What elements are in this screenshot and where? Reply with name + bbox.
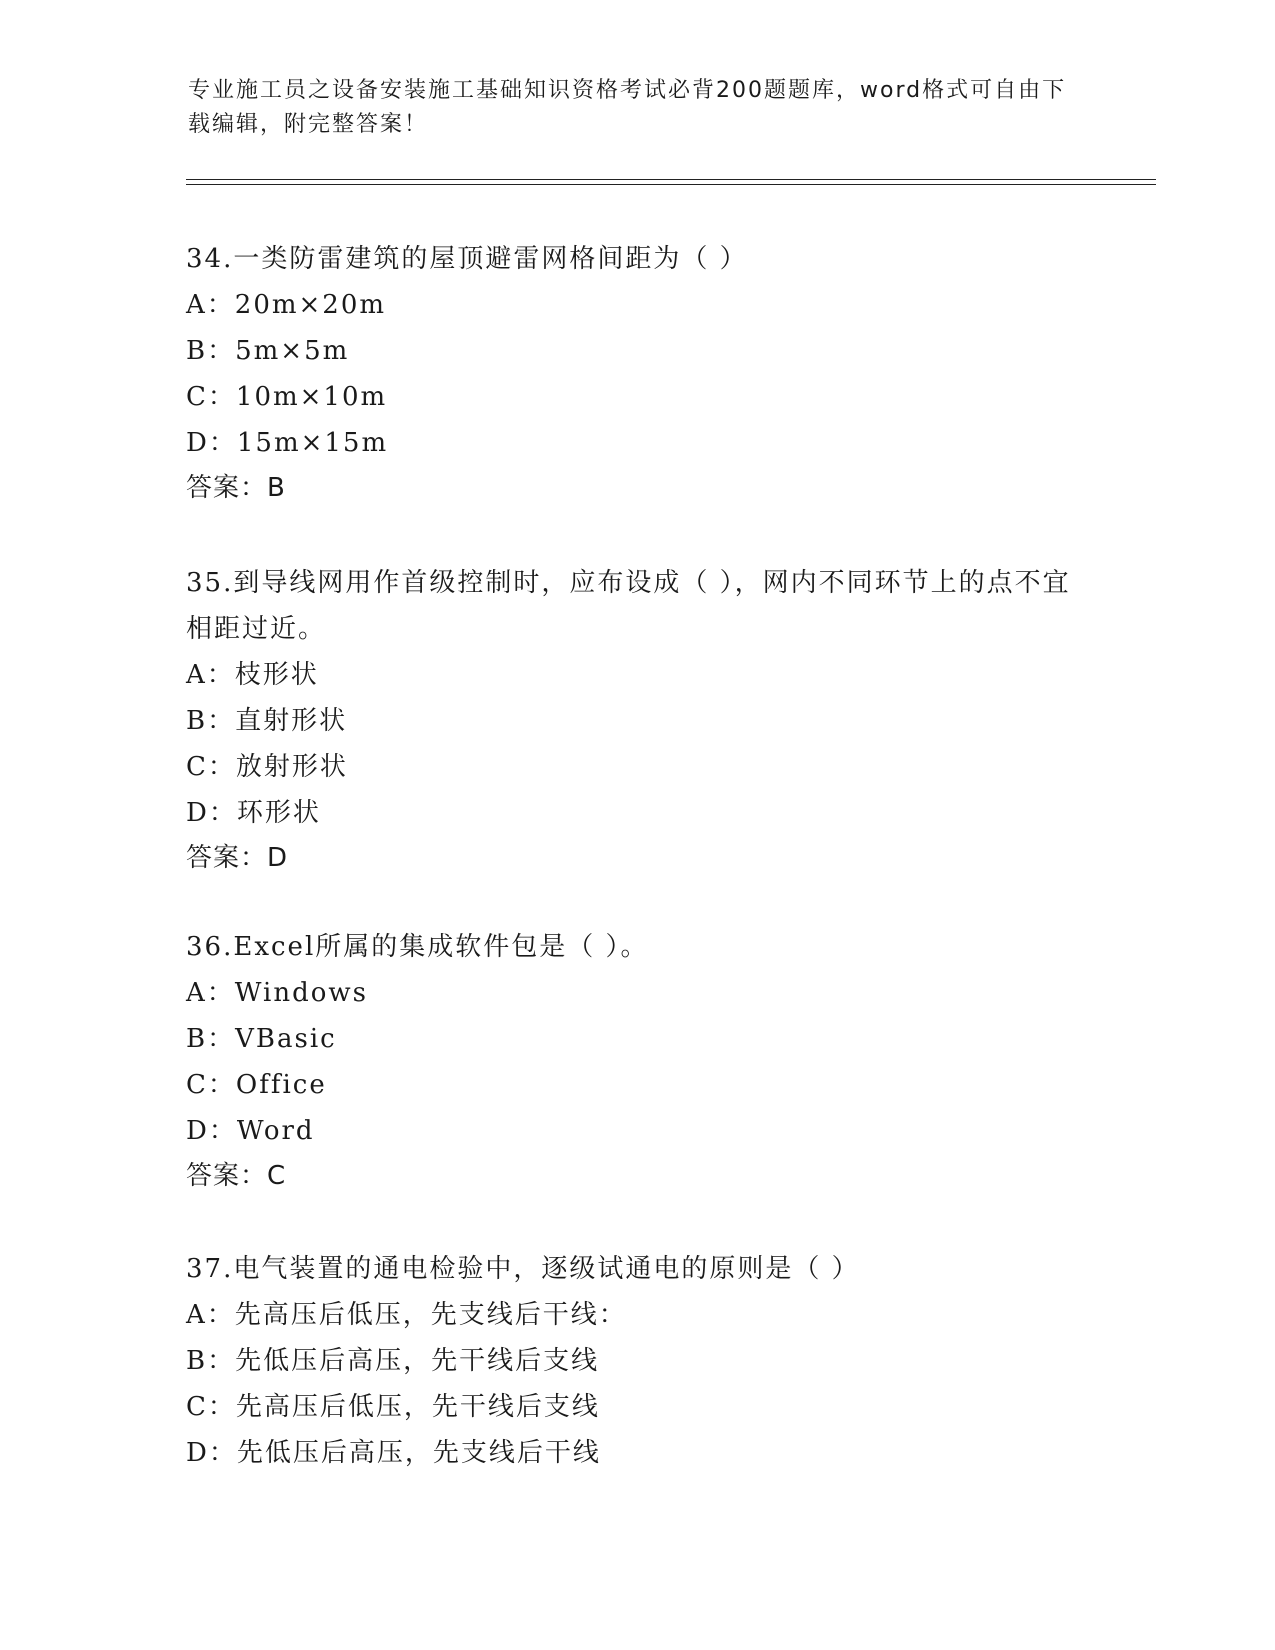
option-text: Word: [236, 1116, 315, 1146]
question-stem: 37.电气装置的通电检验中，逐级试通电的原则是（ ）: [186, 1254, 860, 1284]
option-text: 20m×20m: [234, 290, 387, 320]
option-letter: B：: [186, 336, 236, 366]
option-letter: A：: [186, 660, 235, 690]
question-stem: 34.一类防雷建筑的屋顶避雷网格间距为（ ）: [186, 244, 748, 274]
option-letter: B：: [186, 1024, 236, 1054]
option-text: 5m×5m: [235, 336, 350, 366]
option-c: [186, 744, 1086, 790]
option-letter: C：: [186, 1392, 236, 1422]
question-36: [186, 924, 1086, 1198]
option-c: [186, 374, 1086, 420]
question-34: [186, 236, 1086, 510]
header-divider-bottom: [186, 184, 1156, 185]
option-letter: D：: [186, 1116, 237, 1146]
option-letter: D：: [186, 428, 237, 458]
answer-line: 答案：B: [186, 473, 286, 503]
option-c: [186, 1062, 1086, 1108]
option-text: 枝形状: [234, 660, 319, 690]
option-d: [186, 1108, 1086, 1154]
question-35: [186, 560, 1086, 880]
option-text: 先高压后低压，先支线后干线：: [234, 1300, 627, 1330]
option-b: [186, 698, 1086, 744]
option-letter: C：: [186, 382, 236, 412]
option-text: 15m×15m: [236, 428, 389, 458]
option-d: [186, 790, 1086, 836]
option-text: Windows: [234, 978, 369, 1008]
option-d: [186, 1430, 1086, 1476]
answer-line: 答案：D: [186, 843, 289, 873]
option-b: [186, 328, 1086, 374]
document-header: 专业施工员之设备安装施工基础知识资格考试必背200题题库，word格式可自由下载编辑，附完整答案！: [188, 78, 1067, 137]
option-text: 直射形状: [235, 706, 348, 736]
option-letter: D：: [186, 798, 237, 828]
option-text: VBasic: [235, 1024, 337, 1054]
option-d: [186, 420, 1086, 466]
option-letter: C：: [186, 1070, 236, 1100]
option-letter: A：: [186, 978, 235, 1008]
option-b: [186, 1338, 1086, 1384]
option-letter: A：: [186, 1300, 235, 1330]
option-letter: B：: [186, 1346, 236, 1376]
option-letter: B：: [186, 706, 236, 736]
option-text: 先低压后高压，先支线后干线: [236, 1438, 601, 1468]
option-text: Office: [235, 1070, 327, 1100]
option-text: 环形状: [236, 798, 321, 828]
option-c: [186, 1384, 1086, 1430]
option-a: [186, 282, 1086, 328]
option-text: 先高压后低压，先干线后支线: [235, 1392, 600, 1422]
option-b: [186, 1016, 1086, 1062]
question-37: [186, 1246, 1086, 1476]
option-text: 放射形状: [235, 752, 348, 782]
option-a: [186, 1292, 1086, 1338]
option-text: 10m×10m: [235, 382, 388, 412]
option-a: [186, 970, 1086, 1016]
header-divider-top: [186, 179, 1156, 180]
question-stem: 36.Excel所属的集成软件包是（ ）。: [186, 932, 649, 962]
option-text: 先低压后高压，先干线后支线: [235, 1346, 600, 1376]
option-a: [186, 652, 1086, 698]
option-letter: D：: [186, 1438, 237, 1468]
question-stem: 35.到导线网用作首级控制时，应布设成（ ），网内不同环节上的点不宜相距过近。: [186, 568, 1071, 644]
option-letter: C：: [186, 752, 236, 782]
option-letter: A：: [186, 290, 235, 320]
answer-line: 答案：C: [186, 1161, 287, 1191]
